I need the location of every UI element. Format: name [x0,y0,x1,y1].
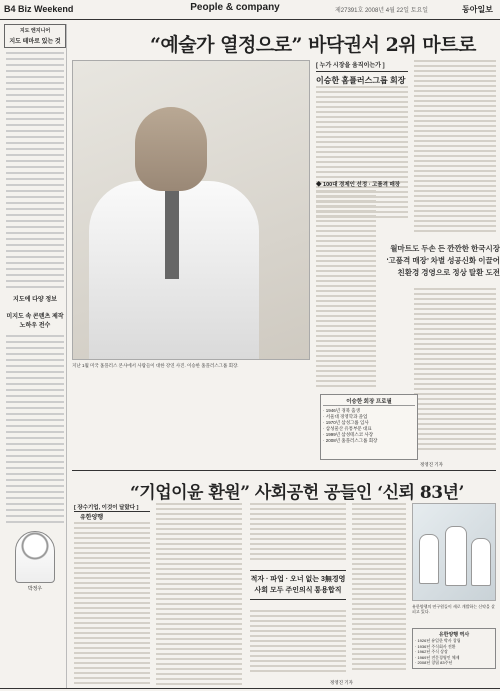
story-divider [72,470,496,471]
profile-box [320,394,418,460]
history-title: 유한양행 역사 [438,632,470,638]
pull-quote-line-3: 친환경 경영으로 정상 탈환 도전 [397,268,500,277]
left-heading-2: 미지도 속 콘텐츠 제작 노하우 전수 [6,314,64,329]
profile-item: · 서울대 경영학과 졸업 [323,414,368,419]
left-feature-box [4,24,66,48]
second-headline: “기업이윤 환원” 사회공헌 공들인 ‘신뢰 83년’ [130,483,464,503]
history-box [412,628,496,669]
history-item: · 1926년 유일한 박사 창립 [415,638,461,643]
second-body-col-4 [250,610,346,675]
second-body-col-2 [156,503,242,688]
ceo-portrait-photo [72,60,310,360]
second-kicker: [ 장수기업, 이것이 달랐다 ] [74,503,150,512]
body-text-col-3 [316,190,376,390]
second-reporter-byline: 정영진 기자 [330,680,353,685]
page-header [0,0,500,20]
history-item: · 1962년 주식 상장 [415,649,448,654]
profile-item: · 2008년 홈플러스그룹 회장 [323,438,378,443]
story-kicker: [ 누가 시장을 움직이는가 ] [316,60,408,72]
masthead: 동아일보 [462,4,493,14]
lab-photo [412,503,496,601]
left-heading-1: 지도에 다양 정보 [13,297,57,303]
second-pull-quote [250,570,346,600]
second-body-col-1 [74,522,150,687]
history-item: · 1969년 전문경영인 체제 [415,654,460,660]
history-item: · 2008년 창립 83주년 [415,660,453,665]
second-pull-quote-line-2: 사회 모두 주인의식 통용합직 [254,587,342,594]
company-name: 유한양행 [80,515,104,521]
reporter-byline: 정영진 기자 [420,462,443,467]
profile-item: · 삼성물산 유통부문 대표 [323,426,372,431]
profile-item: · 1999년 삼성테스코 사장 [323,432,374,437]
pull-quote-line-1: 월마트도 두손 든 깐깐한 한국시장 [390,244,500,253]
history-item: · 1936년 주식회사 전환 [415,643,456,649]
columnist-illustration [15,531,55,583]
section-title: People & company [190,2,280,13]
profile-title: 이승한 회장 프로필 [323,397,415,406]
pull-quote [380,243,500,279]
body-text-col-2 [414,60,496,235]
body-text-col-4 [414,288,496,453]
columnist-byline: 박정우 [27,586,43,592]
left-column [4,24,67,688]
left-box-title: 지도 테마로 있는 것 [9,39,61,45]
issue-date: 제27391호 2008년 4월 22일 토요일 [335,8,429,14]
page-bottom-rule [0,688,500,689]
story-person: 이승한 홈플러스그룹 회장 [316,76,406,85]
left-box-kicker: 지도 엔지니어 [19,28,51,34]
second-pull-quote-line-1: 적자 · 파업 · 오너 없는 3無경영 [250,576,346,583]
main-headline: “예술가 열정으로” 바닥권서 2위 마트로 [150,34,476,56]
profile-item: · 1946년 경북 출생 [323,408,360,413]
second-body-col-3 [250,503,346,563]
second-body-col-5 [352,503,406,673]
profile-item: · 1970년 삼성그룹 입사 [323,420,369,425]
section-label: Biz Weekend [18,4,74,14]
story-kicker-block [316,60,408,86]
photo-caption: 지난 1월 미국 홈플러스 본사에서 사람들이 대한 강연 사진. 이승한 홈플러스그룹 회장. [72,363,239,368]
subhead-1: ◆ 100대 경제인 선정 · 고품격 매장 [316,182,401,188]
lab-photo-caption: 유한양행의 연구원들이 새로 개발하는 신약을 살피고 있다. [412,604,495,614]
page-number: B4 [4,4,16,14]
pull-quote-line-2: ‘고품격 매장’ 차별 성공신화 이끌어 [386,256,500,265]
